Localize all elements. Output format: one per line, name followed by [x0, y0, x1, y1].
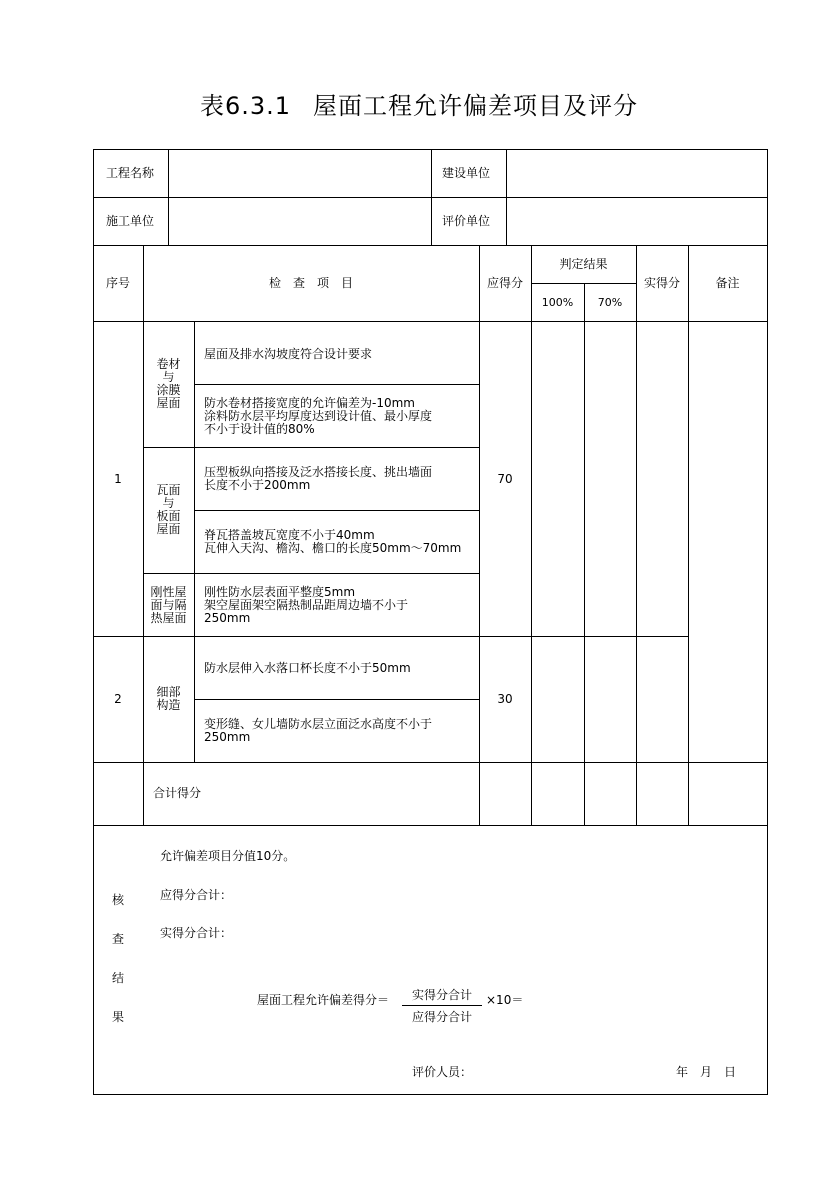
formula-right: ×10＝: [486, 993, 524, 1007]
col-item: 检 查 项 目: [268, 276, 353, 290]
review-label-char: 查: [111, 932, 124, 946]
check-item: 屋面及排水沟坡度符合设计要求: [204, 347, 373, 361]
col-pct100: 100%: [541, 296, 574, 309]
builder-label: 施工单位: [106, 214, 155, 228]
col-remark: 备注: [715, 276, 740, 290]
table-title: 屋面工程允许偏差项目及评分: [313, 92, 639, 120]
review-label-char: 核: [111, 893, 124, 907]
formula-left: 屋面工程允许偏差得分＝: [257, 993, 390, 1007]
subgroup-name: 细部 构造: [156, 685, 181, 712]
review-due-total: 应得分合计：: [160, 888, 233, 902]
review-score-value-note: 允许偏差项目分值10分。: [160, 849, 296, 863]
project-name-label: 工程名称: [106, 166, 155, 180]
review-actual-total: 实得分合计：: [160, 926, 233, 940]
col-pct70: 70%: [597, 296, 623, 309]
check-item: 压型板纵向搭接及泛水搭接长度、挑出墙面 长度不小于200mm: [204, 465, 433, 492]
col-actual-score: 实得分: [643, 276, 680, 290]
subgroup-name: 瓦面 与 板面 屋面: [156, 483, 181, 536]
group-due-score: 70: [497, 472, 513, 486]
check-item: 变形缝、女儿墙防水层立面泛水高度不小于 250mm: [204, 717, 433, 744]
formula-fraction: [402, 986, 482, 1025]
check-item: 刚性防水层表面平整度5mm 架空屋面架空隔热制品距周边墙不小于 250mm: [204, 585, 409, 625]
group-seq: 2: [114, 692, 122, 706]
subgroup-name: 刚性屋 面与隔 热屋面: [150, 585, 187, 625]
col-judgement: 判定结果: [559, 257, 608, 271]
review-label-char: 结: [111, 971, 124, 985]
total-label: 合计得分: [153, 786, 202, 800]
group-due-score: 30: [497, 692, 513, 706]
group-seq: 1: [114, 472, 122, 486]
formula-numerator: 实得分合计: [402, 986, 482, 1006]
col-seq: 序号: [105, 276, 130, 290]
col-due-score: 应得分: [486, 276, 523, 290]
check-item: 防水卷材搭接宽度的允许偏差为-10mm 涂料防水层平均厚度达到设计值、最小厚度 不小于设计值的80%: [204, 396, 433, 436]
subgroup-name: 卷材 与 涂膜 屋面: [156, 357, 181, 410]
check-item: 脊瓦搭盖坡瓦宽度不小于40mm 瓦伸入天沟、檐沟、檐口的长度50mm～70mm: [204, 528, 462, 555]
evaluator-unit-label: 评价单位: [442, 214, 491, 228]
formula-denominator: 应得分合计: [411, 1010, 472, 1024]
review-label-char: 果: [111, 1010, 124, 1024]
evaluator-label: 评价人员：: [412, 1065, 473, 1079]
date-label: 年 月 日: [676, 1065, 737, 1079]
construction-unit-label: 建设单位: [442, 166, 491, 180]
table-code: 表6.3.1: [199, 92, 292, 120]
check-item: 防水层伸入水落口杯长度不小于50mm: [204, 661, 411, 675]
